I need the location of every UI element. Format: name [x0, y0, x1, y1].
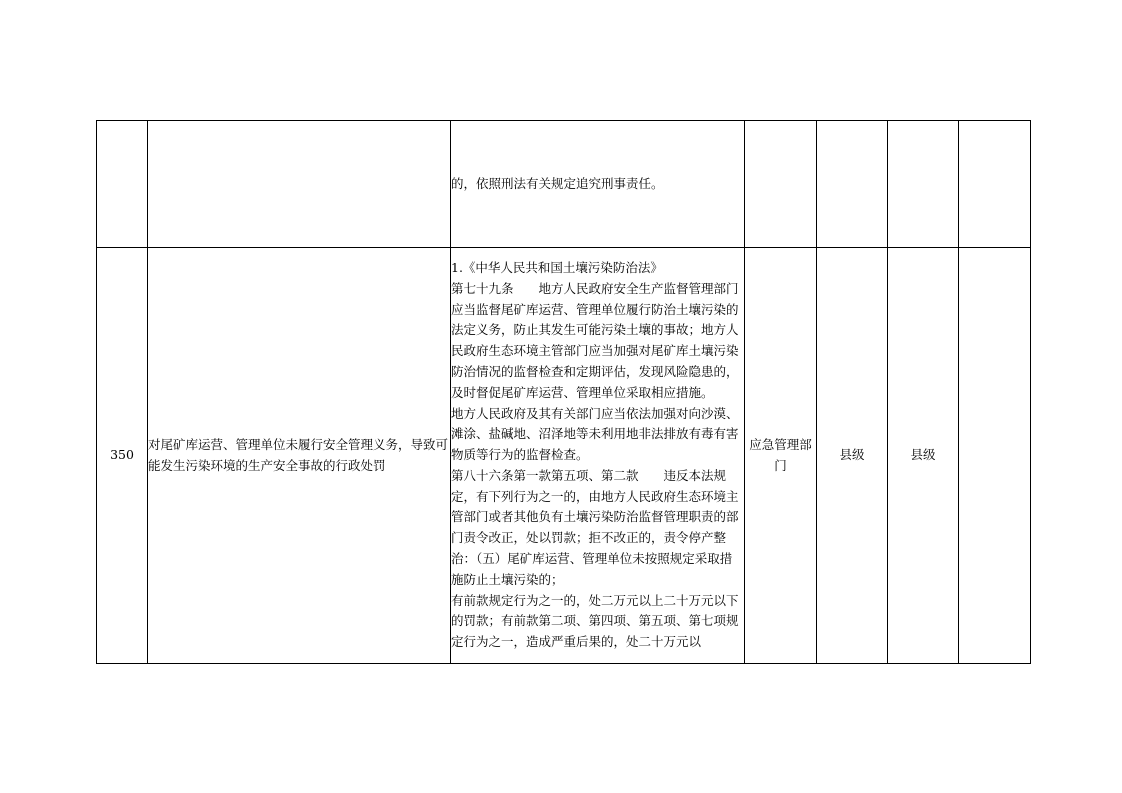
row-number	[97, 121, 148, 248]
legal-basis-paragraph: 地方人民政府及其有关部门应当依法加强对向沙漠、滩涂、盐碱地、沼泽地等未利用地非法排放有毒有害物质等行为的监督检查。	[451, 405, 739, 463]
legal-basis	[451, 248, 745, 664]
item-table	[96, 120, 1031, 664]
level-2: 县级	[888, 248, 959, 664]
level-1: 县级	[817, 248, 888, 664]
legal-basis	[451, 121, 745, 248]
level-2	[888, 121, 959, 248]
table-row	[97, 121, 1031, 248]
item-name: 对尾矿库运营、管理单位未履行安全管理义务，导致可能发生污染环境的生产安全事故的行政处罚	[148, 248, 451, 664]
remark	[959, 121, 1031, 248]
remark	[959, 248, 1031, 664]
table-row	[97, 248, 1031, 664]
item-name	[148, 121, 451, 248]
legal-basis-paragraph: 第八十六条第一款第五项、第二款 违反本法规定，有下列行为之一的，由地方人民政府生态环境主管部门或者其他负有土壤污染防治监督管理职责的部门责令改正，处以罚款；拒不改正的，责令停产整治：（五）尾矿库运营、管理单位未按照规定采取措施防止土壤污染的；	[451, 467, 739, 587]
row-number: 350	[97, 248, 148, 664]
level-1	[817, 121, 888, 248]
legal-basis-paragraph: 第七十九条 地方人民政府安全生产监督管理部门应当监督尾矿库运营、管理单位履行防治土壤污染的法定义务，防止其发生可能污染土壤的事故；地方人民政府生态环境主管部门应当加强对尾矿库土壤污染防治情况的监督检查和定期评估，发现风险隐患的，及时督促尾矿库运营、管理单位采取相应措施。	[451, 280, 739, 400]
legal-basis-paragraph: 的，依照刑法有关规定追究刑事责任。	[451, 175, 664, 191]
legal-basis-paragraph: 有前款规定行为之一的，处二万元以上二十万元以下的罚款；有前款第二项、第四项、第五项、第七项规定行为之一，造成严重后果的，处二十万元以	[451, 592, 739, 650]
department	[745, 121, 817, 248]
department: 应急管理部门	[745, 248, 817, 664]
legal-basis-paragraph: 1.《中华人民共和国土壤污染防治法》	[451, 259, 663, 275]
